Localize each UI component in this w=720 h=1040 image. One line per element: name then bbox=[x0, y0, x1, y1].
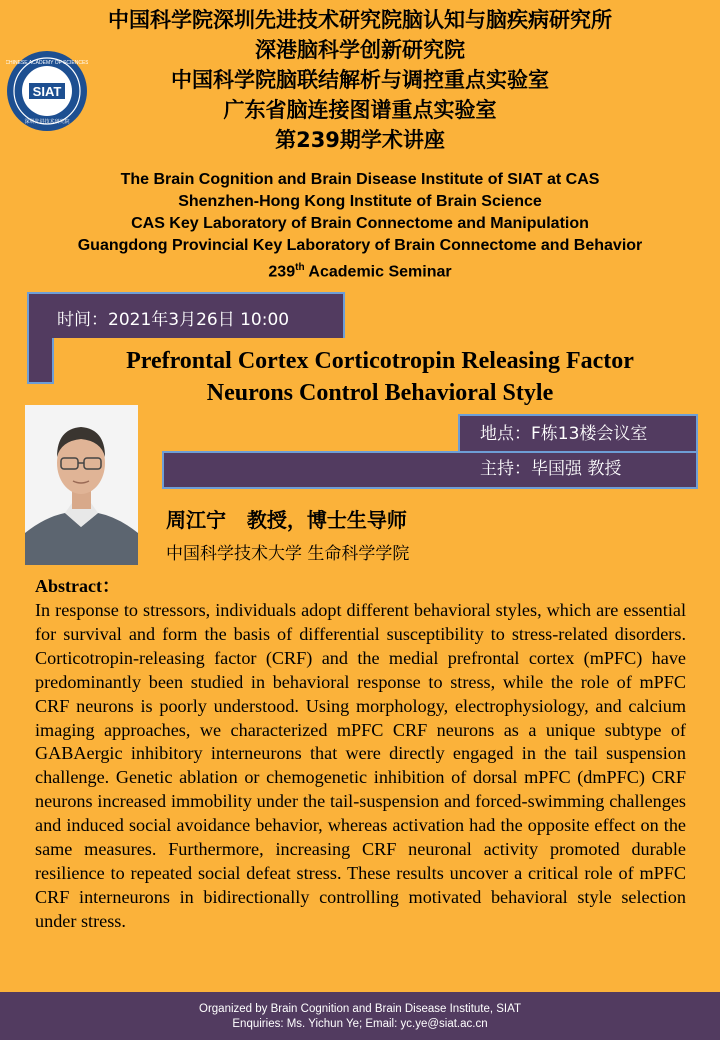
logo-text: SIAT bbox=[32, 84, 62, 99]
zh-header-line-1: 中国科学院深圳先进技术研究院脑认知与脑疾病研究所 bbox=[108, 8, 612, 32]
logo-ring-bottom: 深圳先进技术研究院 bbox=[24, 119, 70, 125]
footer-organizer: Organized by Brain Cognition and Brain Disease Institute, SIAT bbox=[199, 1003, 521, 1015]
en-header-line-2: Shenzhen-Hong Kong Institute of Brain Science bbox=[178, 193, 542, 210]
talk-title-line-2: Neurons Control Behavioral Style bbox=[206, 380, 554, 406]
en-header-line-1: The Brain Cognition and Brain Disease Institute of SIAT at CAS bbox=[120, 171, 600, 188]
logo-ring-top: CHINESE ACADEMY OF SCIENCES bbox=[6, 60, 88, 66]
zh-header-line-4: 广东省脑连接图谱重点实验室 bbox=[223, 98, 497, 122]
speaker-affiliation: 中国科学技术大学 生命科学学院 bbox=[166, 544, 410, 564]
zh-header-line-3: 中国科学院脑联结解析与调控重点实验室 bbox=[171, 68, 549, 92]
time-box bbox=[27, 292, 345, 338]
time-label: 时间：2021年3月26日 10:00 bbox=[57, 310, 290, 330]
speaker-photo bbox=[25, 405, 138, 565]
abstract-text: In response to stressors, individuals adopt different behavioral styles, which are essential for survival and form the basis of differential susceptibility to stress-related disorders. Corticotropin-releasing factor (CRF) and the medial prefrontal cortex (mPFC) have predominantly been studied in behavioral response to stress, while the role of mPFC CRF neurons is poorly understood. Using morphology, electrophysiology, and calcium imaging approaches, we characterized mPFC CRF neurons as a unique subtype of GABAergic inhibitory interneurons that were directly engaged in the tail suspension challenge. Genetic ablation or chemogenetic inhibition of dorsal mPFC (dmPFC) CRF neurons increased immobility under the tail-suspension and forced-swimming challenges and induced social avoidance behavior, whereas activation had the opposite effect on the same measures. Furthermore, increasing CRF neuronal activity promoted durable resilience to repeated social defeat stress. These results uncover a critical role of mPFC CRF interneurons in bidirectionally controlling motivated behavioral style selection under stress. bbox=[35, 600, 686, 931]
time-box-tail bbox=[27, 338, 54, 384]
host-label: 主持：毕国强 教授 bbox=[480, 459, 622, 479]
abstract-label: Abstract： bbox=[35, 576, 120, 596]
seminar-number-en: 239th Academic Seminar bbox=[268, 262, 452, 281]
zh-header-line-2: 深港脑科学创新研究院 bbox=[255, 38, 465, 62]
seminar-number-zh: 第239期学术讲座 bbox=[275, 128, 445, 152]
en-header-line-4: Guangdong Provincial Key Laboratory of Brain Connectome and Behavior bbox=[77, 237, 643, 254]
en-header-line-3: CAS Key Laboratory of Brain Connectome and Manipulation bbox=[131, 215, 589, 232]
venue-label: 地点：F栋13楼会议室 bbox=[480, 424, 648, 444]
speaker-name: 周江宁 教授，博士生导师 bbox=[166, 508, 407, 532]
talk-title-line-1: Prefrontal Cortex Corticotropin Releasing Factor bbox=[126, 348, 634, 374]
footer bbox=[0, 992, 720, 1040]
footer-enquiries: Enquiries: Ms. Yichun Ye; Email: yc.ye@siat.ac.cn bbox=[232, 1018, 488, 1030]
